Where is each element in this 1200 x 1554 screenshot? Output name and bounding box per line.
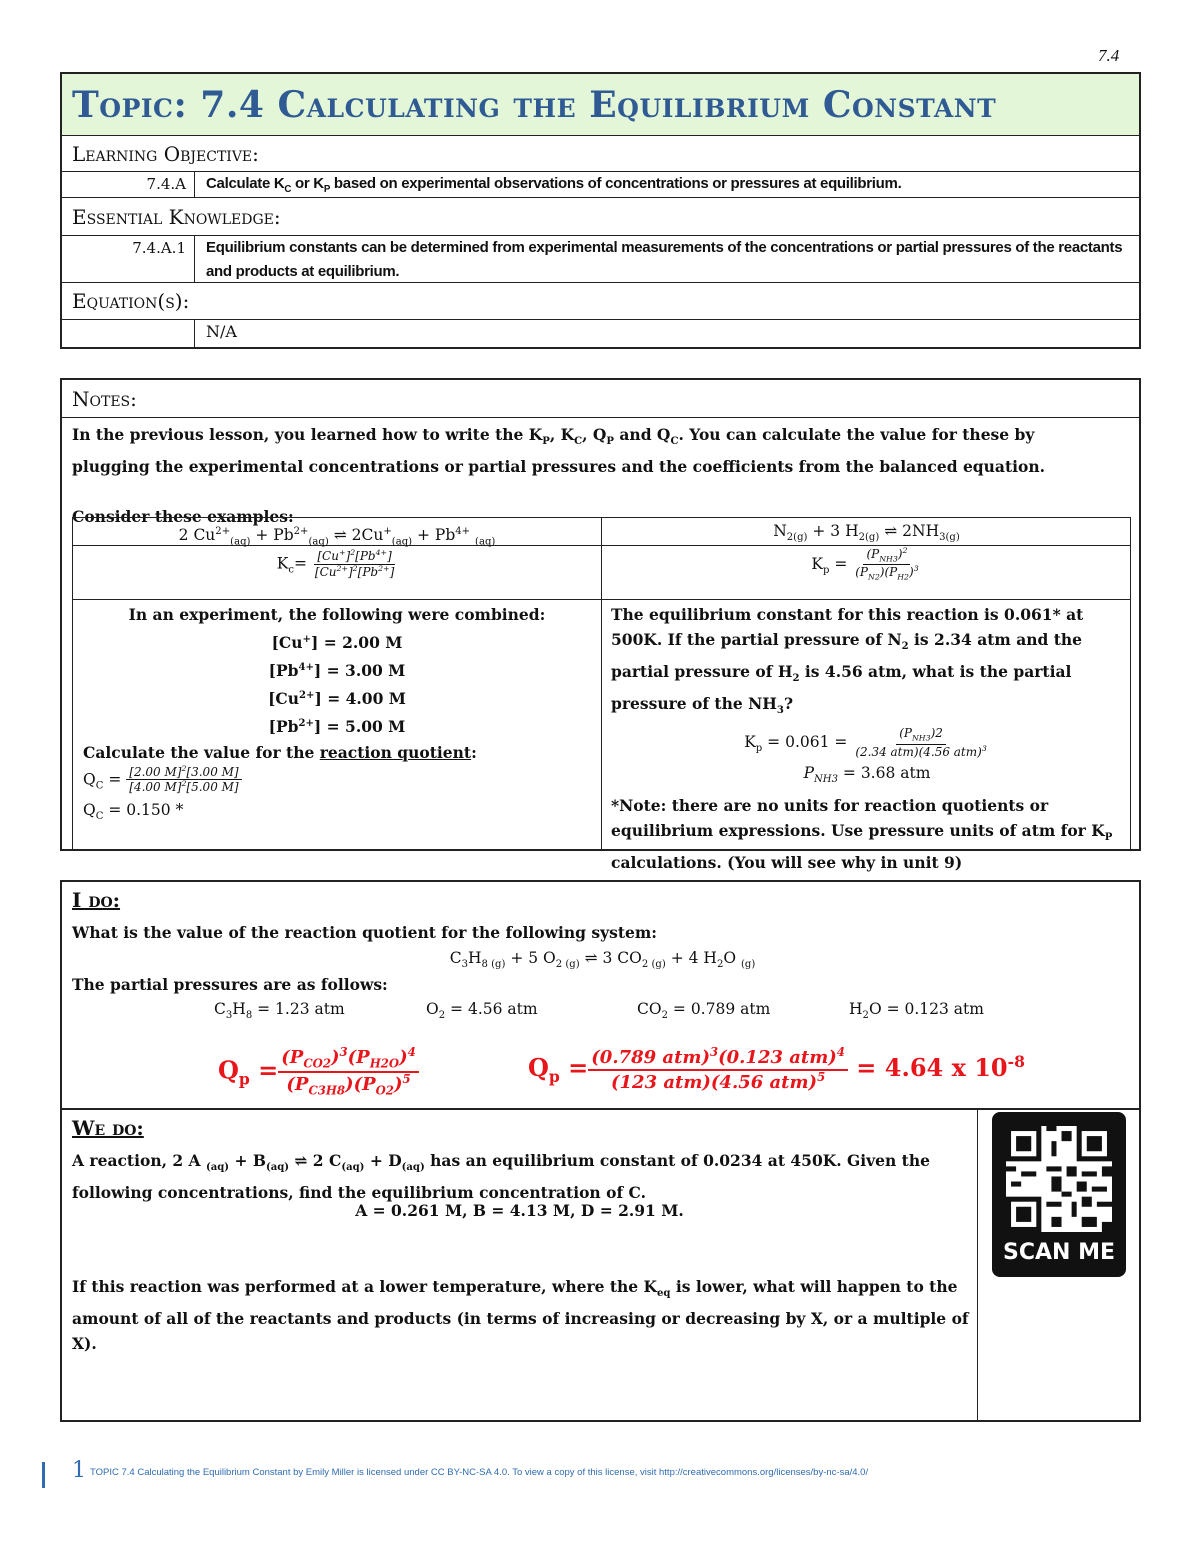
right-kp-expression: $K_p$ = $\frac{(P_{NH3})^2}{(P_{N2})(P_{H2})^3}$ xyxy=(811,546,919,582)
left-reaction: 2 $Cu^{2+}_{(aq)} + Pb^{2+}_{(aq)}$ ⇌ $2Cu^+_{(aq)} + Pb^{4+}$ $_{(aq)}$ xyxy=(178,526,496,548)
right-reaction: $N_{2(g)} + 3$ $H_{2(g)}$ ⇌ $2NH_{3(g)}$ xyxy=(773,522,960,544)
footer-page-number: 1 xyxy=(72,1458,86,1483)
i-do-reaction: $C_3H_{8 (g)} + 5$ $O_{2 (g)}$ ⇌ 3 $CO_{2 (g)} + 4$ $H_2O$ $_{(g)}$ xyxy=(449,949,756,971)
page-label: 7.4 xyxy=(1098,46,1120,65)
i-do-label: I do: xyxy=(72,888,121,912)
we-do-divider xyxy=(977,1110,978,1420)
pressure-co2: $CO_2 = 0.789$ atm xyxy=(637,1000,771,1022)
i-do-box xyxy=(60,880,1141,1108)
equations-code xyxy=(62,320,195,349)
equations-header: Equation(s): xyxy=(62,283,1139,320)
we-do-concentrations: A = 0.261 M, B = 4.13 M, D = 2.91 M. xyxy=(355,1201,684,1220)
pressure-o2: $O_2 = 4.56$ atm xyxy=(426,1000,538,1022)
qc-result: $Q_C = 0.150$ * xyxy=(83,801,184,823)
we-do-label: We do: xyxy=(72,1116,144,1140)
notes-header: Notes: xyxy=(62,380,1139,418)
calc-prompt: Calculate the value for the reaction quotient: xyxy=(83,742,477,762)
i-do-question: What is the value of the reaction quotient for the following system: xyxy=(72,923,657,942)
examples-table xyxy=(72,517,1131,872)
learning-objective-header: Learning Objective: xyxy=(62,136,1139,172)
topic-box xyxy=(60,72,1141,349)
notes-box xyxy=(60,378,1141,872)
pressure-h2o: $H_2O = 0.123$ atm xyxy=(849,1000,984,1022)
i-do-pressures-label: The partial pressures are as follows: xyxy=(72,975,388,994)
consider-text: Consider these examples: xyxy=(72,507,294,527)
we-do-box xyxy=(60,1108,1141,1422)
notes-intro: In the previous lesson, you learned how to write the $K_P$, $K_C$, $Q_P$ and $Q_C$. You can calculate the value for these by plugging the experimental concentrations or partial pressures and the coefficients from the balanced equation. Consider these examples: xyxy=(72,422,1132,529)
qr-caption: SCAN ME xyxy=(1002,1240,1115,1265)
footer xyxy=(42,1454,1192,1494)
table-rule xyxy=(73,599,1130,600)
ek-text: Equilibrium constants can be determined from experimental measurements of the concentrations or partial pressures of the reactants and products at equilibrium. xyxy=(206,239,1123,280)
we-do-question: If this reaction was performed at a lower temperature, where the $K_{eq}$ is lower, what will happen to the amount of all of the reactants and products (in terms of increasing or decreasing by X, or a multiple of X). xyxy=(72,1277,969,1354)
qc-expression: $Q_C$ = $\frac{[2.00 M]^2[3.00 M]}{[4.00 M]^2[5.00 M]}$ xyxy=(83,765,591,798)
qr-code[interactable] xyxy=(992,1112,1126,1277)
equations-row xyxy=(62,320,1139,349)
left-kc-expression: $K_c=$ $\frac{[Cu^+]^2[Pb^{4+}]}{[Cu^{2+}]^2[Pb^{2+}]}$ xyxy=(276,548,395,579)
we-do-problem: A reaction, 2 A $_{(aq)} + B_{(aq)}$ ⇌ 2 $C_{(aq)} + D_{(aq)}$ has an equilibrium constant of 0.0234 at 450K. Given the following concentrations, find the equilibrium concentration of C. xyxy=(72,1151,930,1203)
essential-knowledge-row xyxy=(62,236,1139,283)
ek-code: 7.4.A.1 xyxy=(62,236,195,282)
qp-answer: $Q_p$ = $\frac{(0.789 atm)^3(0.123 atm)^4}{(123 atm)(4.56 atm)^5}$ = 4.64 x $10^{-8}$ xyxy=(528,1045,1025,1093)
lo-code: 7.4.A xyxy=(62,172,195,197)
left-experiment: In an experiment, the following were combined: [Cu+] = 2.00 M $[Pb^{4+}] = 3.00$ M $[Cu^{2+}] = 4.00$ M $[Pb^{2+}] = 5.00$ M Calculate the value for the reaction quotient: $Q_C$ = $\frac{[2.00 M]^2[3.00 M]}{[4.00 M]^2[5.00 M]}$ $Q_C = 0.150$ * xyxy=(83,602,591,829)
right-problem: The equilibrium constant for this reaction is 0.061* at 500K. If the partial pressure of $N_2$ is 2.34 atm and the partial pressure of $H_2$ is 4.56 atm, what is the partial pressure of the $NH_3$? $K_p = 0.061$ = $\frac{(P_{NH3})2}{(2.34 atm)(4.56 atm)^3}$ $P_{NH3} = 3.68$ atm *Note: there are no units for reaction quotients or equilibrium expressions. Use pressure units of atm for $K_P$ calculations. (You will see why in unit 9) xyxy=(611,605,1113,872)
essential-knowledge-header: Essential Knowledge: xyxy=(62,198,1139,236)
learning-objective-row xyxy=(62,172,1139,198)
qr-pattern xyxy=(1006,1126,1112,1232)
qp-expression: $Q_p$ = $\frac{(P_{CO2})^3(P_{H2O})^4}{(P_{C3H8})(P_{O2})^5}$ xyxy=(218,1046,419,1098)
footer-bar xyxy=(42,1462,45,1488)
equations-value: N/A xyxy=(206,322,237,341)
lo-text: Calculate $K_C$ or $K_P$ based on experimental observations of concentrations or pressures at equilibrium. xyxy=(206,175,902,195)
pressure-c3h8: $C_3H_8 = 1.23$ atm xyxy=(214,1000,345,1022)
footer-license-link[interactable]: TOPIC 7.4 Calculating the Equilibrium Constant by Emily Miller is licensed under CC BY-NC-SA 4.0. To view a copy of this license, visit http://creativecommons.org/licenses/by-nc-sa/4.0/ xyxy=(90,1467,869,1478)
topic-title: Topic: 7.4 Calculating the Equilibrium Constant xyxy=(62,74,1139,136)
